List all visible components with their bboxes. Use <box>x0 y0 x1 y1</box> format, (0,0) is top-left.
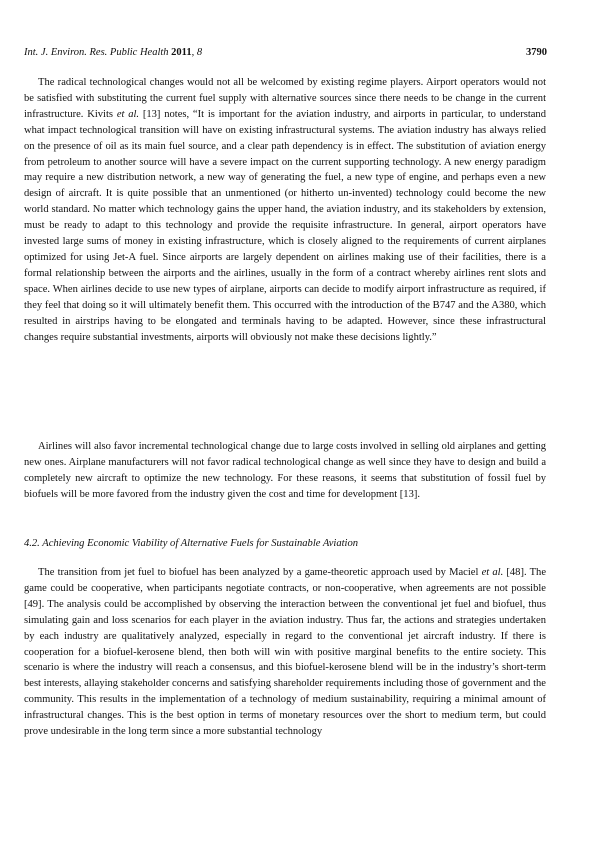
paragraph-3-et-al: et al. <box>481 567 504 578</box>
paragraph-1-et-al: et al. <box>116 108 140 120</box>
journal-volume: , 8 <box>191 47 203 58</box>
paragraph-2: Airlines will also favor incremental technological change due to large costs involved in selling old airplanes and getting new ones. Airplane manufacturers will not favor radical technological change as well since they have to design and build a completely new aircraft to optimize the new technology. For these reasons, it seems that substitution of fossil fuel by biofuels will be more favored from the industry given the cost and time for development [13]. <box>24 441 546 500</box>
paragraph-3-part-1: The transition from jet fuel to biofuel has been analyzed by a game-theoretic approach used by Maciel <box>38 567 482 578</box>
body-block-2 <box>24 439 546 503</box>
page-number: 3790 <box>526 47 547 58</box>
running-header <box>24 46 547 60</box>
paragraph-1 <box>24 75 546 345</box>
section-heading: 4.2. Achieving Economic Viability of Alternative Fuels for Sustainable Aviation <box>24 538 359 549</box>
paragraph-3-part-2: [48]. The game could be cooperative, when participants negotiate contracts, or non-cooperative, when agreements are not possible [49]. The analysis could be accomplished by observing the interaction between the conventional jet fuel and biofuel, thus simulating gain and loss scenarios for each player in the aviation industry. Thus far, the actions and strategies undertaken by each industry are qualitatively analyzed, especially in regard to the conventional jet aircraft industry. If there is cooperation for a biofuel-kerosene blend, then both will win with positive marginal benefits to the entire society. This scenario is where the industry will reach a consensus, and this biofuel-kerosene blend will be in the industry’s short-term best interests, allaying stakeholder concerns and satisfying shareholder requirements including those of government and the community. This results in the implementation of a technology of medium sustainability, requiring a minimal amount of infrastructural changes. This is the best option in terms of monetary resources over the short to medium term, but could prove undesirable in the long term since a more substantial technology <box>24 567 546 738</box>
paragraph-1-part-2: [13] notes, “It is important for the aviation industry, and airports in particular, to understand what impact technological transition will have on existing infrastructural systems. The aviation industry has always relied on the presence of oil as its main fuel source, and a clear path dependency is in effect. The substitution of aviation energy from petroleum to another source will have a severe impact on the current supporting technology. A new energy paradigm may require a new distribution network, a new way of generating the fuel, a new type of engine, and perhaps even a new design of aircraft. It is quite possible that an unmentioned (or hitherto un-invented) technology could become the new world standard. No matter which technology gains the upper hand, the aviation industry, and its stakeholders by extension, must be ready to adapt to this technology and provide the requisite infrastructure. In general, airport operators have invested large sums of money in existing infrastructure, which is closely aligned to the requirements of current airplanes optimized for using Jet-A fuel. Since airports are largely dependent on airlines making use of their facilities, there is a formal relationship between the airports and the airlines, usually in the form of a contract whereby airlines rent slots and space. When airlines decide to use new types of airplane, airports can decide to modify airport infrastructure as required, if they feel that doing so it will ultimately benefit them. This occurred with the introduction of the B747 and the A380, which resulted in airstrips having to be elongated and terminals having to be adapted. However, since these infrastructural changes require substantial investments, airports will obviously not make these decisions lightly.” <box>24 108 546 343</box>
journal-year: 2011 <box>171 47 192 58</box>
journal-citation <box>24 46 202 60</box>
journal-name: Int. J. Environ. Res. Public Health <box>24 47 169 58</box>
paragraph-1-part-1: The radical technological changes would not all be welcomed by existing regime players. Airport operators would not be satisfied with substituting the current fuel supply with alternative sources since there needs to be change in the current infrastructure. Kivits <box>24 77 546 120</box>
paragraph-3 <box>24 565 546 740</box>
body-block-3 <box>24 565 546 740</box>
body-block-1 <box>24 75 546 345</box>
